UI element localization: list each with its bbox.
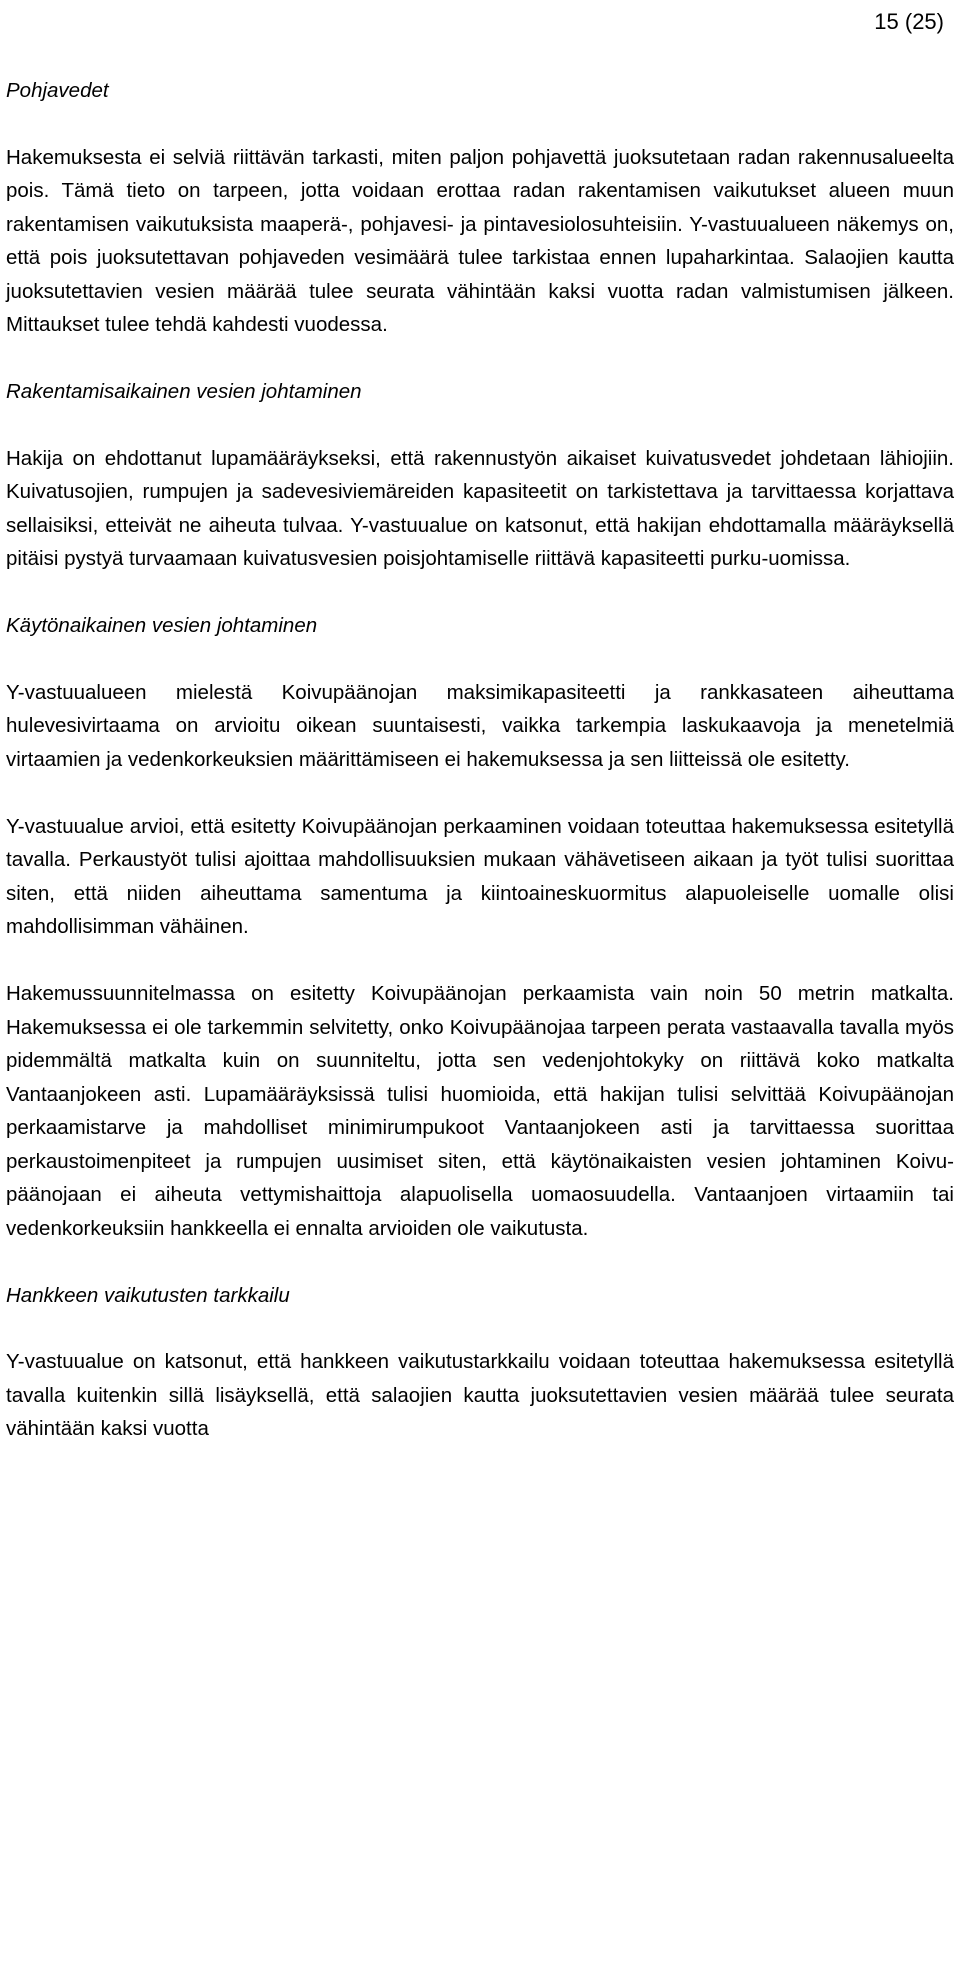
paragraph: Hakija on ehdottanut lupamääräykseksi, että rakennustyön aikaiset kuivatusvedet johdetaan lähiojiin. Kuivatusojien, rumpujen ja sadevesiviemäreiden kapasiteetit on tarkistettava ja tarvittaessa korjattava sellaisiksi, etteivät ne aiheuta tulvaa. Y-vastuualue on katsonut, että hakijan ehdottamalla määräyksellä pitäisi pystyä turvaamaan kuivatusvesien poisjohtamiselle riittävä kapasiteetti purku-uomissa.: [6, 446, 954, 570]
document-body: [6, 74, 954, 1479]
section-heading: Hankkeen vaikutusten tarkkailu: [6, 1283, 290, 1307]
section-rakentamisaikainen: [6, 375, 954, 576]
section-kaytonaikainen: [6, 609, 954, 1245]
section-heading: Pohjavedet: [6, 79, 109, 102]
section-tarkkailu: [6, 1279, 954, 1446]
paragraph: Y-vastuualueen mielestä Koivupäänojan maksimikapasiteetti ja rankkasateen aiheuttama hulevesivirtaama on arvioitu oikean suuntaisesti, vaikka tarkempia laskukaavoja ja menetelmiä virtaamien ja vedenkorkeuksien määrittämiseen ei hakemuksessa ja sen liitteissä ole esitetty.: [6, 680, 954, 771]
paragraph: Hakemuksesta ei selviä riittävän tarkasti, miten paljon pohjavettä juoksutetaan radan rakennusalueelta pois. Tämä tieto on tarpeen, jotta voidaan erottaa radan rakentamisen vaikutukset alueen muun rakentamisen vaikutuksista maaperä-, pohjavesi- ja pintavesiolosuhteisiin. Y-vastuualueen näkemys on, että pois juoksutettavan pohjaveden vesimäärä tulee tarkistaa ennen lupaharkintaa. Salaojien kautta juoksutettavien vesien määrää tulee seurata vähintään kaksi vuotta radan valmistumisen jälkeen. Mittaukset tulee tehdä kahdesti vuodessa.: [6, 145, 954, 336]
section-heading: Rakentamisaikainen vesien johtaminen: [6, 380, 362, 403]
section-pohjavedet: [6, 74, 954, 342]
paragraph: Hakemussuunnitelmassa on esitetty Koivupäänojan perkaamista vain noin 50 metrin matkalta. Hakemuksessa ei ole tarkemmin selvitetty, onko Koivupäänojaa tarpeen perata vastaavalla tavalla myös pidemmältä matkalta kuin on suunniteltu, jotta sen vedenjohtokyky on riittävä koko matkalta Vantaanjokeen asti. Lupamääräyksissä tulisi huomioida, että hakijan tulisi selvittää Koivupäänojan perkaamistarve ja mahdolliset minimirumpukoot Vantaanjokeen asti ja tarvittaessa suorittaa perkaustoimenpiteet ja rumpujen uusimiset siten, että käytönaikaisten vesien johtaminen Koivupäänojaan ei aiheuta vettymishaittoja alapuolisella uomaosuudella. Vantaanjoen virtaamiin tai vedenkorkeuksiin hankkeella ei ennalta arvioiden ole vaikutusta.: [6, 982, 954, 1240]
section-heading: Käytönaikainen vesien johtaminen: [6, 614, 318, 637]
page-number: 15 (25): [874, 9, 944, 34]
paragraph: Y-vastuualue on katsonut, että hankkeen vaikutustarkkailu voidaan toteuttaa hakemuksessa esitetyllä tavalla kuitenkin sillä lisäyksellä, että salaojien kautta juoksutettavien vesien määrää tulee seurata vähintään kaksi vuotta: [6, 1350, 954, 1440]
paragraph: Y-vastuualue arvioi, että esitetty Koivupäänojan perkaaminen voidaan toteuttaa hakemuksessa esitetyllä tavalla. Perkaustyöt tulisi ajoittaa mahdollisuuksien mukaan vähävetiseen aikaan ja työt tulisi suorittaa siten, että niiden aiheuttama samentuma ja kiintoaineskuormitus alapuoleiselle uomalle olisi mahdollisimman vähäinen.: [6, 814, 954, 938]
